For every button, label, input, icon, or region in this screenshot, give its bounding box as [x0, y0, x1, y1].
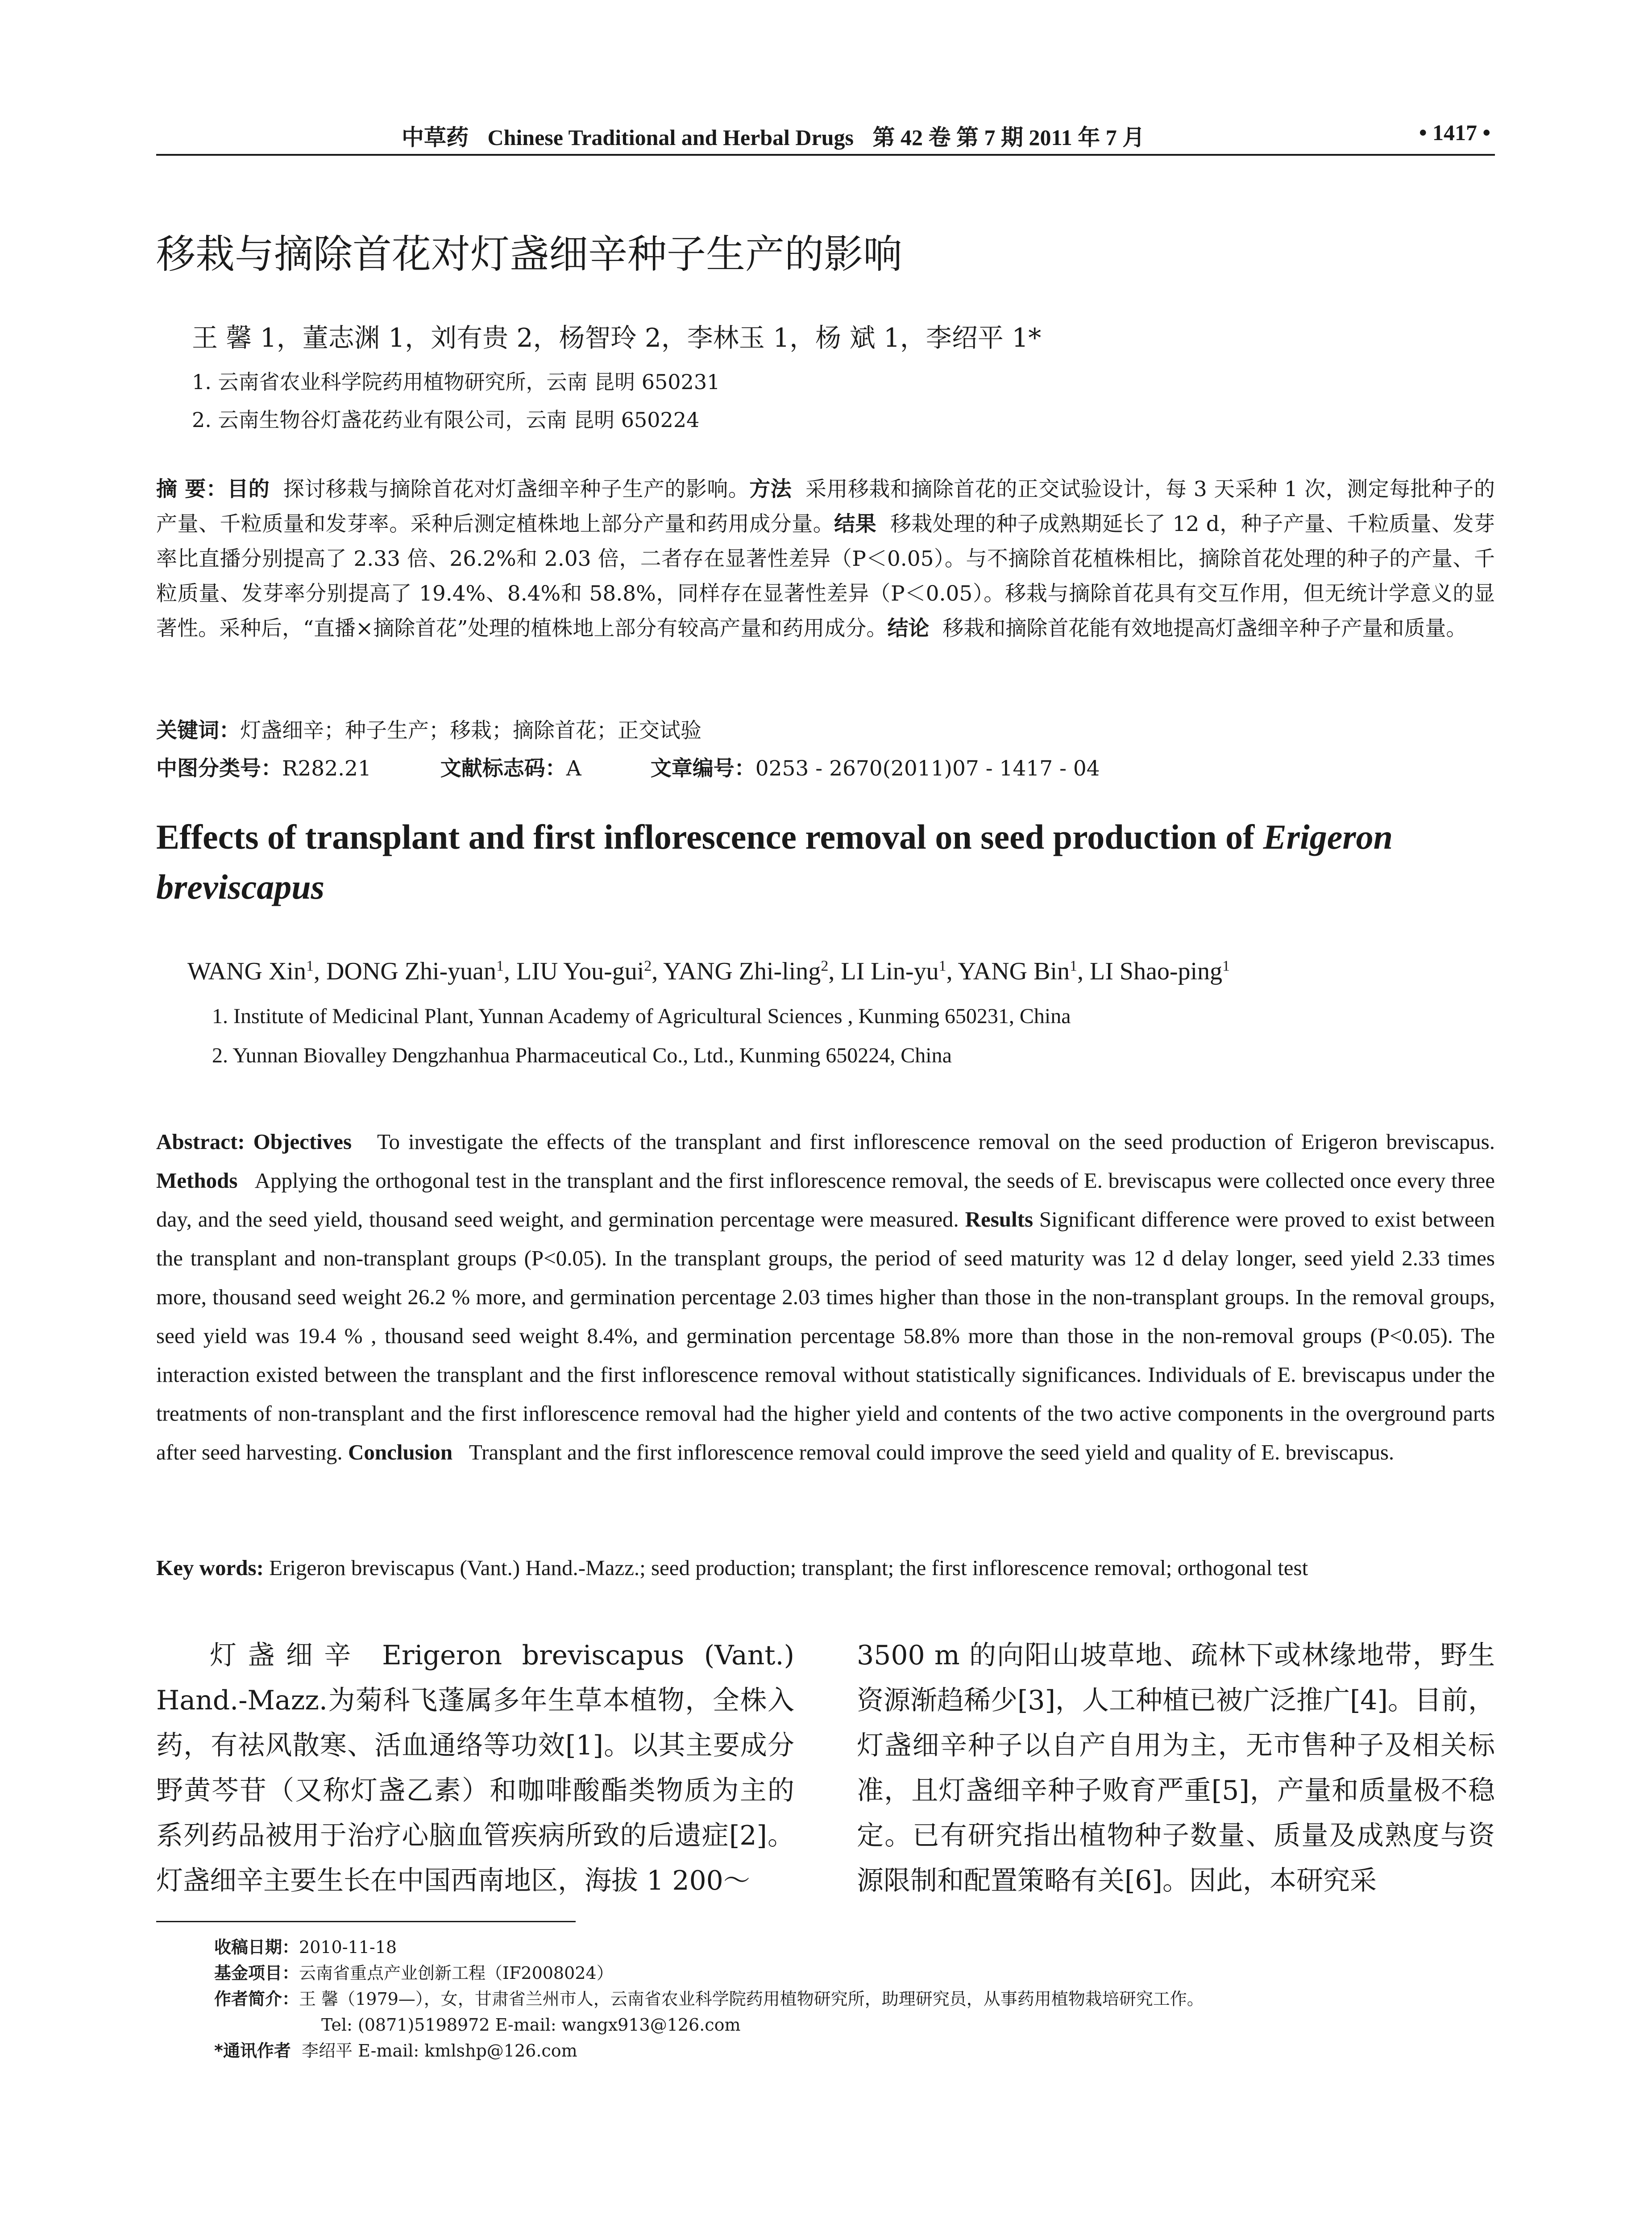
- en-author: LIU You-gui: [516, 958, 644, 985]
- en-author: YANG Zhi-ling: [663, 958, 821, 985]
- en-title-text: Effects of transplant and first inflorescence removal on seed production of: [156, 817, 1263, 856]
- cn-keywords-label: 关键词：: [156, 718, 240, 743]
- cn-keywords: [156, 714, 701, 744]
- journal-header: [402, 120, 1158, 152]
- cn-methods-label: 方法: [749, 477, 792, 502]
- cn-conclusion: 移栽和摘除首花能有效地提高灯盏细辛种子产量和质量。: [942, 616, 1467, 641]
- en-keywords-text: Erigeron breviscapus (Vant.) Hand.-Mazz.; seed production; transplant; the first inflorescence removal; orthogonal test: [269, 1555, 1308, 1580]
- footnote-received: [214, 1934, 1204, 1960]
- fund-label: 基金项目：: [214, 1963, 299, 1983]
- received-date: 2010-11-18: [299, 1937, 397, 1957]
- author-aff: 1: [496, 958, 504, 975]
- footnotes: [214, 1934, 1204, 2064]
- footnote-bio: [214, 1986, 1204, 2012]
- en-author: DONG Zhi-yuan: [326, 958, 497, 985]
- en-objectives: To investigate the effects of the transplant and first inflorescence removal on the seed production of Erigeron breviscapus.: [377, 1129, 1495, 1154]
- clc-value: R282.21: [282, 756, 371, 781]
- page-number: • 1417 •: [1419, 120, 1490, 145]
- en-methods-label: Methods: [156, 1168, 238, 1193]
- en-conclusion-label: Conclusion: [348, 1440, 453, 1464]
- journal-en-name: Chinese Traditional and Herbal Drugs: [487, 125, 854, 150]
- cn-affiliation-2: 2. 云南生物谷灯盏花药业有限公司，云南 昆明 650224: [192, 408, 700, 432]
- corr-label: *通讯作者: [214, 2041, 291, 2061]
- cn-authors: 王 馨 1，董志渊 1，刘有贵 2，杨智玲 2，李林玉 1，杨 斌 1，李绍平 1*: [192, 323, 1042, 353]
- body-left-text: 灯盏细辛 Erigeron breviscapus (Vant.) Hand.-Mazz.为菊科飞蓬属多年生草本植物，全株入药，有祛风散寒、活血通络等功效[1]。以其主要成分野黄芩苷（又称灯盏乙素）和咖啡酸酯类物质为主的系列药品被用于治疗心脑血管疾病所致的后遗症[2]。灯盏细辛主要生长在中国西南地区，海拔 1 200～: [156, 1640, 794, 1896]
- author-aff: 2: [821, 958, 829, 975]
- footnote-fund: [214, 1960, 1204, 1986]
- article-no-label: 文章编号：: [650, 756, 755, 781]
- en-authors: WANG Xin$^1$, DONG Zhi-yuan$^1$, LIU You-gui$^2$, YANG Zhi-ling$^2$, LI Lin-$yu^1$, YANG Bin$^1$, LI Shao-ping$^1$: [187, 958, 1230, 985]
- body-column-right: [857, 1633, 1495, 1903]
- en-affiliation-1: 1. Institute of Medicinal Plant, Yunnan Academy of Agricultural Sciences , Kunming 650231, China: [212, 1004, 1071, 1028]
- cn-abstract: [156, 472, 1495, 646]
- en-author: YANG Bin: [958, 958, 1070, 985]
- doc-code-label: 文献标志码：: [440, 756, 566, 781]
- cn-methods: 采用移栽和摘除首花的正交试验设计，每 3 天采种 1 次，测定每批种子的产量、千粒质量和发芽率。采种后测定植株地上部分产量和药用成分量。: [156, 477, 1495, 536]
- cn-keywords-text: 灯盏细辛；种子生产；移栽；摘除首花；正交试验: [240, 718, 701, 743]
- footnote-corresponding: [214, 2038, 1204, 2064]
- bio-text: 王 馨（1979—），女，甘肃省兰州市人，云南省农业科学院药用植物研究所，助理研究员，从事药用植物栽培研究工作。: [299, 1989, 1204, 2009]
- en-results-label: Results: [965, 1207, 1034, 1232]
- body-right-text: 3500 m 的向阳山坡草地、疏林下或林缘地带，野生资源渐趋稀少[3]，人工种植已被广泛推广[4]。目前，灯盏细辛种子以自产自用为主，无市售种子及相关标准，且灯盏细辛种子败育严重[5]，产量和质量极不稳定。已有研究指出植物种子数量、质量及成熟度与资源限制和配置策略有关[6]。因此，本研究采: [857, 1640, 1495, 1896]
- running-header: [156, 120, 1495, 151]
- corr-text: 李绍平 E-mail: kmlshp@126.com: [302, 2041, 577, 2061]
- author-aff: 1: [1222, 958, 1230, 975]
- cn-results: 移栽处理的种子成熟期延长了 12 d，种子产量、千粒质量、发芽率比直播分别提高了 2.33 倍、26.2%和 2.03 倍，二者存在显著性差异（P＜0.05）。与不摘除首花植株相比，摘除首花处理的种子的产量、千粒质量、发芽率分别提高了 19.4%、8.4%和 58.8%，同样存在显著性差异（P＜0.05）。移栽与摘除首花具有交互作用，但无统计学意义的显著性。采种后，“直播×摘除首花”处理的植株地上部分有较高产量和药用成分。: [156, 512, 1495, 641]
- cn-affiliation-1: 1. 云南省农业科学院药用植物研究所，云南 昆明 650231: [192, 370, 720, 394]
- journal-cn-name: 中草药: [402, 125, 469, 150]
- author-aff: 1: [938, 958, 946, 975]
- cn-objective: 探讨移栽与摘除首花对灯盏细辛种子生产的影响。: [283, 477, 750, 502]
- cn-conclusion-label: 结论: [887, 616, 930, 641]
- issue-info: 第 42 卷 第 7 期 2011 年 7 月: [872, 125, 1145, 150]
- en-abstract: [156, 1122, 1495, 1472]
- cn-abstract-label: 摘 要：: [156, 477, 228, 502]
- cn-classification: [156, 752, 1495, 782]
- footnote-bio-contact: Tel: (0871)5198972 E-mail: wangx913@126.com: [321, 2015, 741, 2035]
- doc-code-value: A: [566, 756, 581, 781]
- author-aff: 2: [644, 958, 652, 975]
- en-results: Significant difference were proved to exist between the transplant and non-transplant groups (P<0.05). In the transplant groups, the period of seed maturity was 12 d delay longer, seed yield 2.33 times more, thousand seed weight 26.2 % more, and germination percentage 2.03 times higher than those in the non-transplant groups. In the removal groups, seed yield was 19.4 % , thousand seed weight 8.4%, and germination percentage 58.8% more than those in the non-removal groups (P<0.05). The interaction existed between the transplant and the first inflorescence removal without statistically significances. Individuals of E. breviscapus under the treatments of non-transplant and the first inflorescence removal had the higher yield and contents of the two active components in the overground parts after seed harvesting.: [156, 1207, 1495, 1464]
- author-aff: 1: [306, 958, 314, 975]
- bio-label: 作者简介：: [214, 1989, 299, 2009]
- en-methods: Applying the orthogonal test in the transplant and the first inflorescence removal, the seeds of E. breviscapus were collected once every three day, and the seed yield, thousand seed weight, and germination percentage were measured.: [156, 1168, 1495, 1232]
- clc-label: 中图分类号：: [156, 756, 282, 781]
- en-abstract-label: Abstract: Objectives: [156, 1129, 352, 1154]
- en-author: LI Lin-yu: [841, 958, 939, 985]
- en-title-species: Erigeron breviscapus: [156, 817, 1393, 906]
- fund-text: 云南省重点产业创新工程（IF2008024）: [299, 1963, 614, 1983]
- body-column-left: [156, 1633, 794, 1903]
- en-title: [156, 812, 1495, 912]
- en-author: WANG Xin: [187, 958, 306, 985]
- cn-results-label: 结果: [834, 512, 877, 536]
- en-keywords-label: Key words:: [156, 1555, 264, 1580]
- article-no-value: 0253 - 2670(2011)07 - 1417 - 04: [755, 756, 1100, 781]
- en-conclusion: Transplant and the first inflorescence removal could improve the seed yield and quality of E. breviscapus.: [469, 1440, 1395, 1464]
- cn-title: 移栽与摘除首花对灯盏细辛种子生产的影响: [156, 231, 903, 277]
- footnote-rule: [156, 1921, 576, 1922]
- cn-objective-label: 目的: [227, 477, 270, 502]
- en-author: LI Shao-ping: [1089, 958, 1223, 985]
- author-aff: 1: [1069, 958, 1077, 975]
- header-rule: [156, 154, 1495, 156]
- en-keywords: [156, 1555, 1495, 1580]
- received-label: 收稿日期：: [214, 1937, 299, 1957]
- en-affiliation-2: 2. Yunnan Biovalley Dengzhanhua Pharmaceutical Co., Ltd., Kunming 650224, China: [212, 1044, 952, 1067]
